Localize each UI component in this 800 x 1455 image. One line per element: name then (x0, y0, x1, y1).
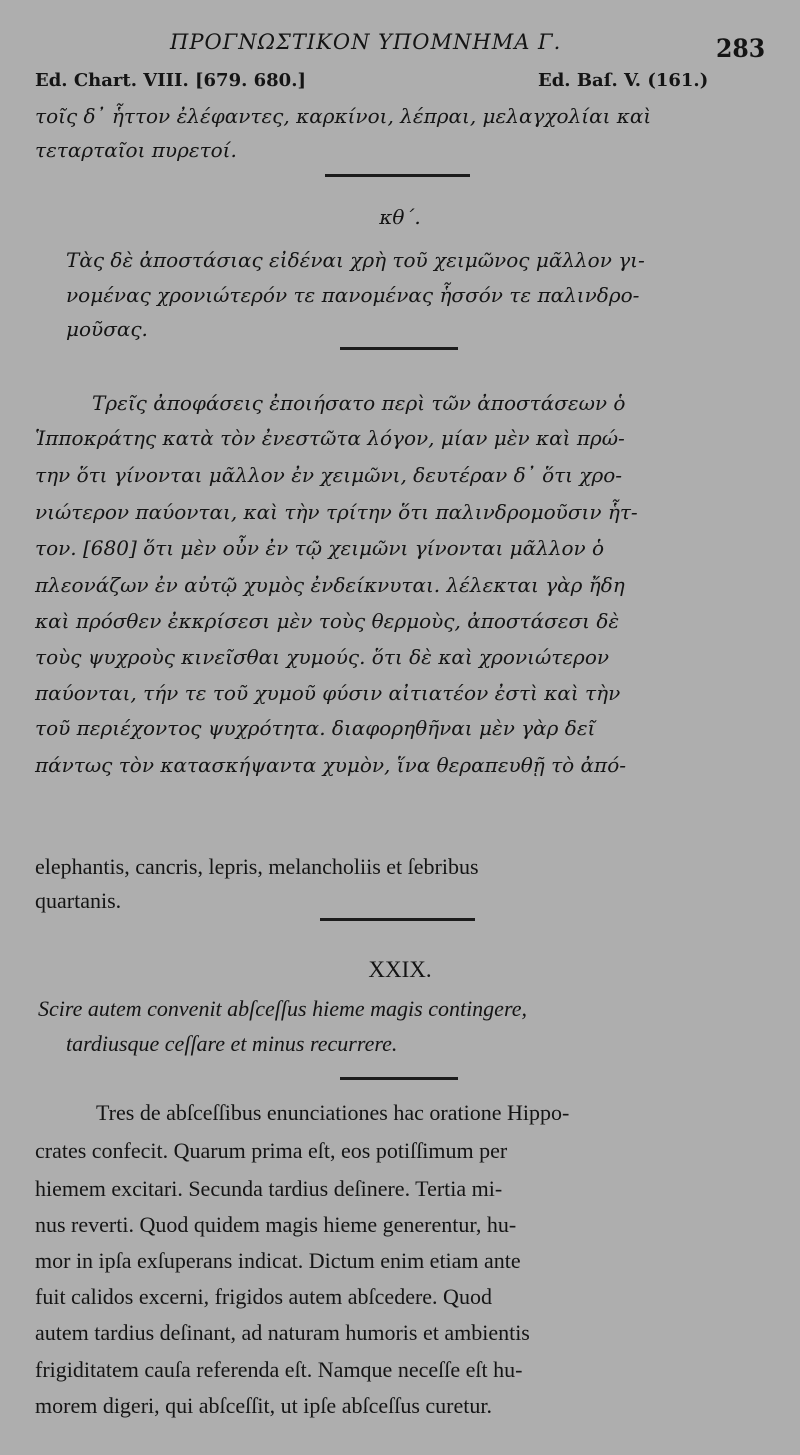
latin-aphorism-line: Scire autem convenit abſceſſus hieme magis contingere, (38, 996, 527, 1021)
section-divider-rule (325, 174, 470, 177)
greek-section-number: κθ΄. (379, 205, 421, 229)
greek-commentary-line: τοὺς ψυχροὺς κινεῖσθαι χυμούς. ὅτι δὲ καὶ χρονιώτερον (35, 645, 610, 669)
latin-commentary-line: fuit calidos excerni, frigidos autem abſcedere. Quod (35, 1284, 492, 1309)
greek-commentary-line: πλεονάζων ἐν αὐτῷ χυμὸς ἐνδείκνυται. λέλεκται γὰρ ἤδη (35, 573, 625, 597)
greek-commentary-line: νιώτερον παύονται, καὶ τὴν τρίτην ὅτι παλινδρομοῦσιν ἧτ- (35, 500, 638, 524)
latin-commentary-line: mor in ipſa exſuperans indicat. Dictum enim etiam ante (35, 1248, 521, 1273)
latin-continuation-line: elephantis, cancris, lepris, melancholiis et ſebribus (35, 854, 479, 879)
greek-commentary-line: Τρεῖς ἀποφάσεις ἐποιήσατο περὶ τῶν ἀποστάσεων ὁ (92, 391, 626, 415)
greek-commentary-line: την ὅτι γίνονται μᾶλλον ἐν χειμῶνι, δευτέραν δ᾽ ὅτι χρο- (35, 463, 623, 487)
greek-continuation-line: τοῖς δ᾽ ἧττον ἐλέφαντες, καρκίνοι, λέπραι, μελαγχολίαι καὶ (35, 104, 652, 128)
latin-commentary-line: crates confecit. Quarum prima eſt, eos potiſſimum per (35, 1138, 508, 1163)
greek-continuation-line: τεταρταῖοι πυρετοί. (35, 138, 237, 162)
running-head-title: ΠΡΟΓΝΩΣΤΙΚΟΝ ΥΠΟΜΝΗΜΑ Γ. (170, 30, 562, 54)
latin-continuation-line: quartanis. (35, 888, 122, 913)
latin-section-number: XXIX. (368, 957, 432, 982)
edition-reference-left: Ed. Chart. VIII. [679. 680.] (35, 70, 306, 91)
latin-commentary-line: Tres de abſceſſibus enunciationes hac oratione Hippo- (96, 1100, 570, 1125)
page-number: 283 (716, 34, 766, 63)
section-divider-rule (340, 1077, 458, 1080)
section-divider-rule (340, 347, 458, 350)
latin-aphorism-line: tardiusque ceſſare et minus recurrere. (66, 1031, 398, 1056)
greek-aphorism-line: μοῦσας. (66, 317, 148, 341)
latin-commentary-line: autem tardius deſinant, ad naturam humoris et ambientis (35, 1320, 530, 1345)
greek-commentary-line: πάντως τὸν κατασκήψαντα χυμὸν, ἵνα θεραπευθῇ τὸ ἀπό- (35, 753, 626, 777)
greek-commentary-line: τοῦ περιέχοντος ψυχρότητα. διαφορηθῆναι μὲν γὰρ δεῖ (35, 716, 596, 740)
latin-commentary-line: hiemem excitari. Secunda tardius deſinere. Tertia mi- (35, 1176, 503, 1201)
greek-aphorism-line: Τὰς δὲ ἀποστάσιας εἰδέναι χρὴ τοῦ χειμῶνος μᾶλλον γι- (66, 248, 645, 272)
greek-aphorism-line: νομένας χρονιώτερόν τε πανομένας ἧσσόν τε παλινδρο- (66, 283, 640, 307)
greek-commentary-line: καὶ πρόσθεν ἐκκρίσεσι μὲν τοὺς θερμοὺς, ἀποστάσεσι δὲ (35, 609, 620, 633)
section-divider-rule (320, 918, 475, 921)
edition-reference-right: Ed. Baſ. V. (161.) (538, 70, 709, 91)
greek-commentary-line: τον. [680] ὅτι μὲν οὖν ἐν τῷ χειμῶνι γίνονται μᾶλλον ὁ (35, 536, 605, 560)
latin-commentary-line: nus reverti. Quod quidem magis hieme generentur, hu- (35, 1212, 517, 1237)
latin-commentary-line: frigiditatem cauſa referenda eſt. Namque neceſſe eſt hu- (35, 1357, 523, 1382)
latin-commentary-line: morem digeri, qui abſceſſit, ut ipſe abſceſſus curetur. (35, 1393, 492, 1418)
greek-commentary-line: παύονται, τήν τε τοῦ χυμοῦ φύσιν αἰτιατέον ἐστὶ καὶ τὴν (35, 681, 621, 705)
greek-commentary-line: Ἱπποκράτης κατὰ τὸν ἐνεστῶτα λόγον, μίαν μὲν καὶ πρώ- (35, 426, 625, 450)
